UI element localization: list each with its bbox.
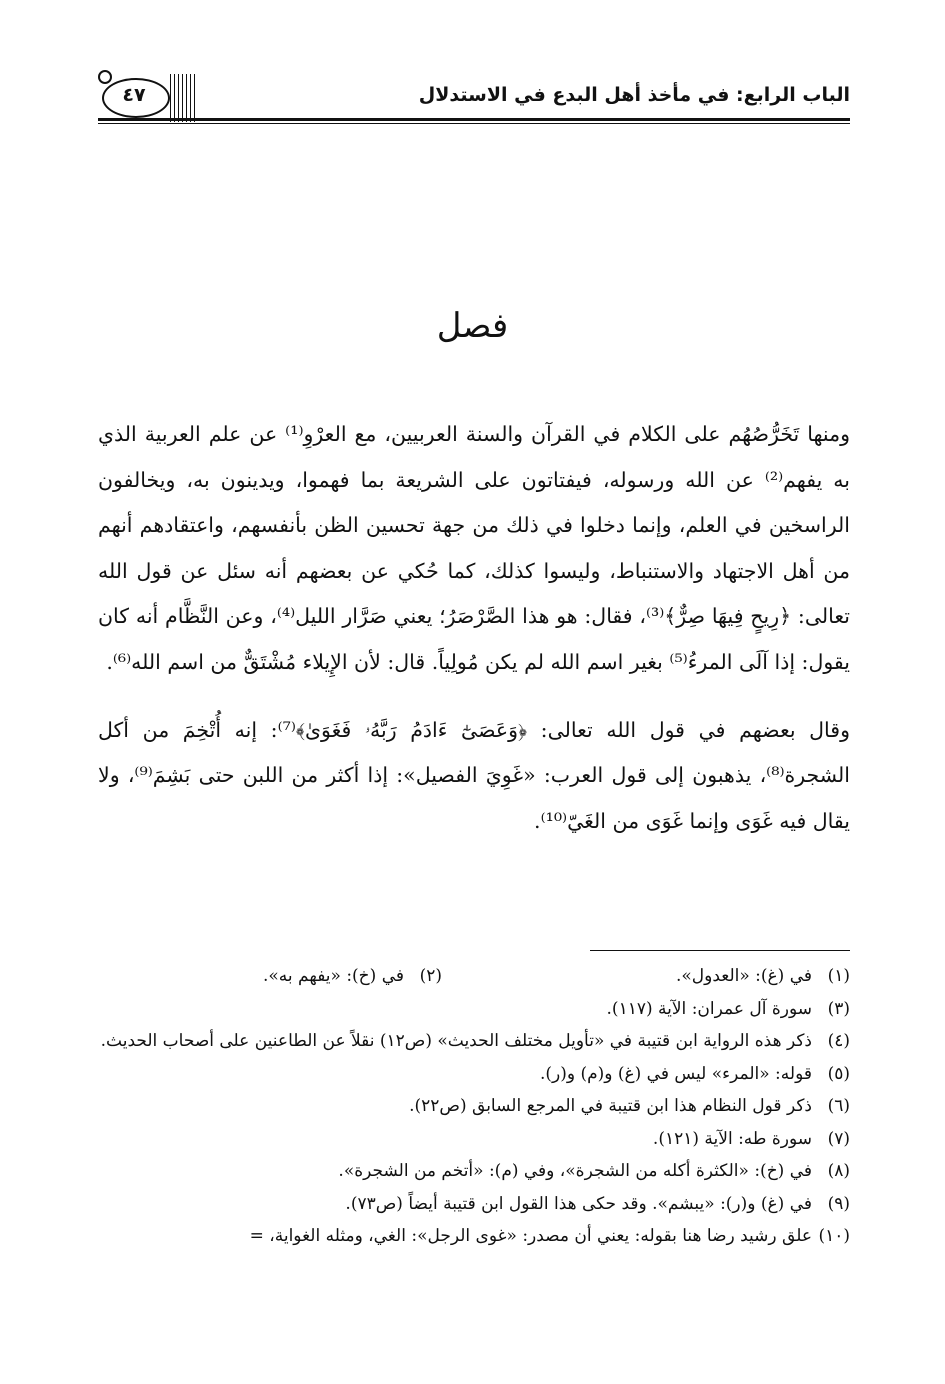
footnote-text: ذكر هذه الرواية ابن قتيبة في «تأويل مختلف الحديث» (ص١٢) نقلاً عن الطاعنين على أصحاب الحديث. (100, 1031, 812, 1051)
main-text (98, 412, 850, 844)
footnote (98, 1025, 850, 1058)
header-divider-thin (98, 123, 850, 124)
footnote-number: (٣) (827, 998, 850, 1019)
footnote (98, 1123, 850, 1156)
footnote-text: قوله: «المرء» ليس في (غ) و(م) و(ر). (539, 1063, 812, 1084)
header-ornament (170, 74, 198, 122)
footnote (442, 960, 850, 993)
page-number: ٤٧ (122, 84, 146, 106)
footnote-text: في (خ): «الكثرة أكله من الشجرة»، وفي (م): «أتخم من الشجرة». (338, 1161, 812, 1181)
footnotes (98, 960, 850, 1253)
footnote-text: علق رشيد رضا هنا بقوله: يعني أن مصدر: «غوى الرجل»: الغي، ومثله الغواية، = (249, 1226, 812, 1246)
footnote-number: (٥) (827, 1063, 850, 1084)
footnote-text: في (خ): «يفهم به». (262, 966, 404, 986)
footnote (98, 1090, 850, 1123)
running-header (98, 60, 850, 124)
footnote-number: (٧) (827, 1128, 850, 1149)
footnote-number: (٤) (827, 1031, 850, 1051)
footnote (98, 993, 850, 1026)
footnote-number: (٩) (827, 1193, 850, 1214)
footnote-row (98, 960, 850, 993)
footnote (98, 1058, 850, 1091)
footnote-divider (590, 950, 850, 951)
footnote-number: (٢) (419, 966, 442, 986)
footnote-number: (١٠) (818, 1226, 850, 1246)
footnote (98, 1155, 850, 1188)
ornament-circle (98, 70, 112, 84)
footnote-number: (٨) (827, 1161, 850, 1181)
footnote (263, 960, 442, 993)
footnote-text: سورة آل عمران: الآية (١١٧). (606, 998, 812, 1019)
footnote-text: في (غ) و(ر): «يبشم». وقد حكى هذا القول ابن قتيبة أيضاً (ص٧٣). (345, 1193, 812, 1214)
footnote-text: سورة طه: الآية (١٢١). (652, 1128, 812, 1149)
footnote-number: (٦) (827, 1096, 850, 1116)
footnote-text: في (غ): «العدول». (675, 966, 812, 986)
footnote (98, 1220, 850, 1253)
footnote (98, 1188, 850, 1221)
footnote-text: ذكر قول النظام هذا ابن قتيبة في المرجع السابق (ص٢٢). (409, 1096, 812, 1116)
chapter-title: الباب الرابع: في مأخذ أهل البدع في الاستدلال (418, 84, 850, 106)
page-number-badge (98, 70, 198, 114)
header-divider (98, 118, 850, 121)
section-heading: فصل (436, 306, 509, 346)
paragraph: ومنها تَخَرُّصُهُم على الكلام في القرآن والسنة العربيين، مع العرْوِ⁽¹⁾ عن علم العربية الذي به يفهم⁽²⁾ عن الله ورسوله، فيفتاتون على الشريعة بما فهموا، ويدينون به، ويخالفون الراسخين في العلم، وإنما دخلوا في ذلك من جهة تحسين الظن بأنفسهم، واعتقادهم أنهم من أهل الاجتهاد والاستنباط، وليسوا كذلك، كما حُكي عن بعضهم أنه سئل عن قول الله تعالى: ﴿رِيحٍ فِيهَا صِرٌّ﴾⁽³⁾، فقال: هو هذا الصَّرْصَرُ؛ يعني صَرَّار الليل⁽⁴⁾، وعن النَّظَّام أنه كان يقول: إذا آلَى المرءُ⁽⁵⁾ بغير اسم الله لم يكن مُولِياً. قال: لأن الإِيلاء مُشْتَقٌّ من اسم الله⁽⁶⁾. (98, 422, 850, 674)
paragraph: وقال بعضهم في قول الله تعالى: ﴿وَعَصَىٰٓ ءَادَمُ رَبَّهُۥ فَغَوَىٰ﴾⁽⁷⁾: إنه أُتْخِمَ من أكل الشجرة⁽⁸⁾، يذهبون إلى قول العرب: «غَوِيَ الفصيل»: إذا أكثر من اللبن حتى بَشِمَ⁽⁹⁾، ولا يقال فيه غَوَى وإنما غَوَى من الغَيّ⁽¹⁰⁾. (98, 717, 850, 833)
footnote-number: (١) (827, 966, 850, 986)
